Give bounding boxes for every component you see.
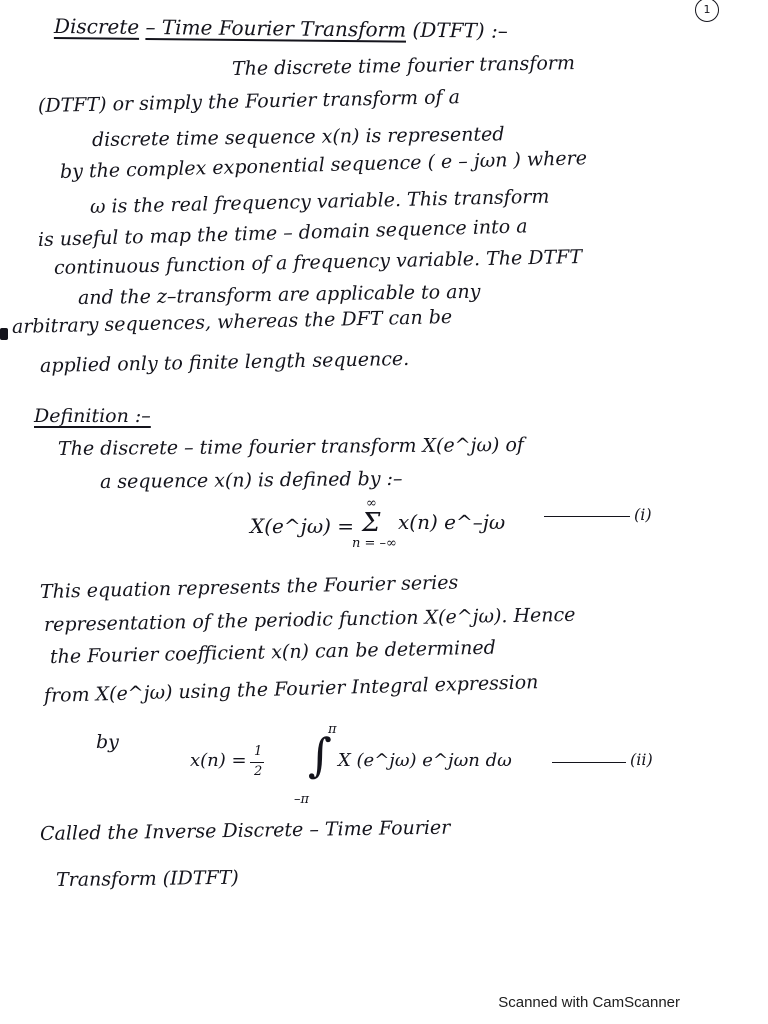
closing-line-1: Called the Inverse Discrete – Time Fourier <box>39 816 451 845</box>
scanner-watermark: Scanned with CamScanner <box>498 994 680 1011</box>
definition-label: Definition :– <box>34 405 151 427</box>
intro-line-4: by the complex exponential sequence ( e – jωn ) where <box>59 147 588 183</box>
intro-line-6: is useful to map the time – domain sequence into a <box>37 215 528 251</box>
eq2-frac-bar <box>250 762 264 763</box>
eq2-lhs: x(n) = <box>190 750 247 771</box>
eq2-frac-num: 1 <box>254 744 263 759</box>
eq1-lower-limit: n = –∞ <box>352 536 397 551</box>
series-line-1: This equation represents the Fourier series <box>39 571 459 603</box>
eq1-lhs: X(e^jω) = <box>250 514 355 538</box>
eq2-integral: ∫ <box>308 728 332 782</box>
eq1-leader-line <box>544 516 630 517</box>
intro-line-9: arbitrary sequences, whereas the DFT can be <box>11 306 453 338</box>
eq2-integrand: X (e^jω) e^jωn dω <box>338 750 512 771</box>
heading-title-part1: Discrete <box>53 14 140 39</box>
page-heading <box>54 14 508 43</box>
heading-title-part2: – Time Fourier Transform <box>145 14 407 42</box>
definition-line-1: The discrete – time fourier transform X(e^jω) of <box>57 433 525 460</box>
intro-line-8: and the z–transform are applicable to any <box>77 280 481 309</box>
intro-line-5: ω is the real frequency variable. This transform <box>89 185 550 218</box>
intro-line-3: discrete time sequence x(n) is represented <box>91 123 505 151</box>
eq1-tag: (i) <box>634 505 652 524</box>
eq2-lower-limit: –π <box>294 792 310 807</box>
intro-line-1: The discrete time fourier transform <box>231 52 576 80</box>
equation-dtft <box>250 496 670 552</box>
eq1-upper-limit: ∞ <box>366 496 377 511</box>
intro-line-10: applied only to finite length sequence. <box>39 347 410 377</box>
page-number-circle: 1 <box>695 0 719 22</box>
intro-line-7: continuous function of a frequency variable. The DTFT <box>53 245 583 279</box>
eq1-summand: x(n) e^–jω <box>398 510 506 534</box>
eq2-upper-limit: π <box>328 722 337 737</box>
series-line-4: from X(e^jω) using the Fourier Integral expression <box>43 671 539 707</box>
series-line-2: representation of the periodic function X(e^jω). Hence <box>43 603 576 636</box>
eq1-sigma: Σ <box>362 508 381 538</box>
margin-mark <box>0 328 8 340</box>
heading-suffix: (DTFT) :– <box>412 17 508 43</box>
intro-line-2: (DTFT) or simply the Fourier transform of a <box>37 86 461 117</box>
equation-idtft <box>190 722 550 812</box>
definition-line-2: a sequence x(n) is defined by :– <box>99 467 403 493</box>
series-line-3: the Fourier coefficient x(n) can be determined <box>49 636 496 668</box>
eq2-tag: (ii) <box>630 750 653 769</box>
by-label: by <box>96 731 119 753</box>
eq2-leader-line <box>552 762 626 763</box>
closing-line-2: Transform (IDTFT) <box>55 866 239 891</box>
eq2-frac-den: 2 <box>254 764 263 779</box>
